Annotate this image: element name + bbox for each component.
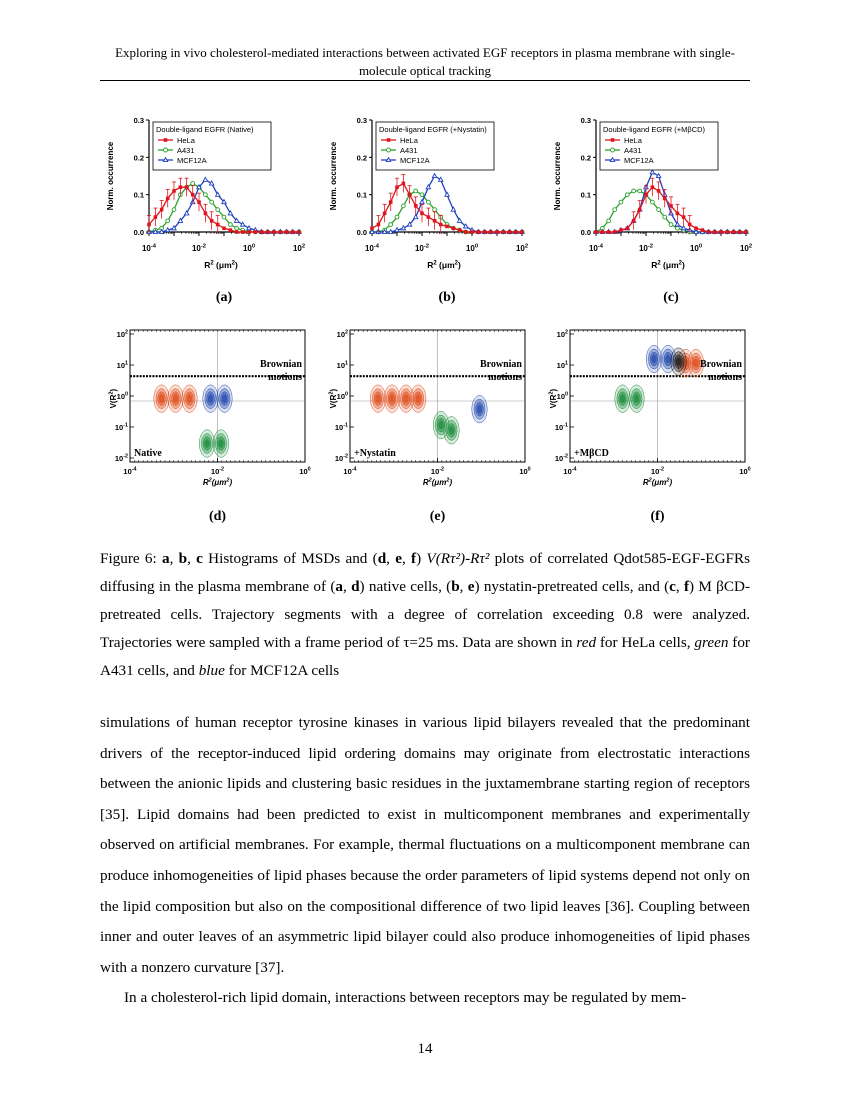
- hela-point: [285, 230, 289, 234]
- hela-point: [185, 185, 189, 189]
- contour-y-tick-label: $10^{-1}$: [334, 422, 348, 432]
- caption-text-1: Histograms of MSDs and (: [202, 550, 378, 567]
- contour-x-tick-label: $10^{-4}$: [563, 466, 577, 476]
- contour-level: [159, 395, 163, 403]
- hist-x-tick-label-1-3: $10^2$: [515, 243, 529, 253]
- hist-y-tick-label: 0.3: [133, 116, 144, 125]
- hela-point: [626, 226, 630, 230]
- brownian-label-2: motions: [708, 371, 742, 383]
- hela-point: [370, 226, 374, 230]
- legend-label-hela: HeLa: [177, 136, 195, 145]
- hist-x-tick-label-1-0: $10^{-4}$: [364, 243, 380, 253]
- figure-6: [100, 108, 753, 528]
- hela-point: [738, 230, 742, 234]
- caption-green: green: [694, 634, 729, 651]
- hist-y-tick-label: 0.2: [580, 153, 591, 163]
- a431-point: [613, 208, 617, 212]
- hela-point: [408, 193, 412, 197]
- a431-point: [191, 182, 195, 186]
- contour-level: [666, 355, 670, 363]
- contour-y-tick-label: $10^0$: [556, 391, 568, 401]
- caption-text-5: ) nystatin-pretreated cells, and (: [474, 578, 670, 595]
- contour-y-label: $V(R^2)$: [548, 388, 558, 409]
- contour-x-tick-label: $10^0$: [519, 466, 531, 476]
- caption-panel-b: b: [178, 550, 188, 567]
- a431-point: [395, 215, 399, 219]
- legend-label-hela: HeLa: [624, 136, 642, 145]
- hist-x-label: $R^2$ $(\mu m^2)$: [204, 260, 238, 270]
- mcf12a-point: [414, 215, 418, 219]
- a431-point: [663, 215, 667, 219]
- panel-label-b: (b): [438, 290, 456, 305]
- caption-panel-d-ref: d: [351, 578, 360, 595]
- contour-level: [187, 395, 191, 403]
- caption-panel-b-ref: b: [451, 578, 460, 595]
- legend-swatch-marker: [611, 148, 615, 152]
- contour-y-label: $V(R^2)$: [328, 388, 338, 409]
- hela-point: [694, 226, 698, 230]
- hela-point: [172, 189, 176, 193]
- contour-level: [652, 355, 656, 363]
- mcf12a-point: [159, 230, 163, 234]
- hela-point: [489, 230, 493, 234]
- contour-y-tick-label: $10^1$: [336, 360, 348, 370]
- hist-y-label: Norm. occurrence: [329, 141, 338, 211]
- hist-x-tick-label-0-0: $10^{-4}$: [141, 243, 157, 253]
- legend-swatch-marker: [164, 138, 168, 142]
- panel-label-d: (d): [208, 509, 227, 524]
- legend-label-mcf12a: MCF12A: [400, 156, 430, 165]
- contour-x-label: $R^2(\mu m^2)$: [642, 477, 673, 487]
- a431-point: [638, 189, 642, 193]
- a431-point: [401, 204, 405, 208]
- legend-swatch-marker: [387, 138, 391, 142]
- mcf12a-point: [445, 192, 449, 196]
- contour-level: [449, 426, 453, 434]
- hela-point: [676, 212, 680, 216]
- caption-panel-f-ref: f: [683, 578, 690, 595]
- hela-point: [477, 230, 481, 234]
- hela-point: [445, 225, 449, 229]
- hela-point: [395, 185, 399, 189]
- contour-y-tick-label: $10^2$: [116, 329, 128, 339]
- series-line-mcf12a: [149, 180, 299, 232]
- caption-lead: Figure 6:: [100, 550, 162, 567]
- hist-y-tick-label: 0.3: [356, 116, 367, 125]
- hela-point: [682, 215, 686, 219]
- a431-point: [389, 223, 393, 227]
- hela-point: [427, 215, 431, 219]
- hela-point: [210, 219, 214, 223]
- brownian-label-2: motions: [268, 371, 302, 383]
- hist-y-tick-label: 0.1: [356, 190, 367, 200]
- contour-y-tick-label: $10^0$: [336, 391, 348, 401]
- mcf12a-point: [432, 174, 436, 178]
- contour-level: [634, 395, 638, 403]
- hela-point: [197, 200, 201, 204]
- contour-x-tick-label: $10^{-4}$: [123, 466, 137, 476]
- caption-text-2: ): [416, 550, 427, 567]
- caption-panel-e: e: [395, 550, 402, 567]
- mcf12a-point: [694, 230, 698, 234]
- legend-label-a431: A431: [400, 146, 418, 155]
- hela-point: [191, 193, 195, 197]
- hist-x-tick-label-0-3: $10^2$: [292, 243, 306, 253]
- caption-panel-a-ref: a: [335, 578, 343, 595]
- hela-point: [713, 230, 717, 234]
- a431-point: [222, 215, 226, 219]
- caption-panel-d: d: [377, 550, 387, 567]
- caption-red: red: [576, 634, 597, 651]
- brownian-label-1: Brownian: [699, 358, 742, 370]
- contour-y-tick-label: $10^{-2}$: [114, 453, 128, 463]
- hela-point: [732, 230, 736, 234]
- hela-point: [726, 230, 730, 234]
- hela-point: [502, 230, 506, 234]
- contour-level: [376, 395, 380, 403]
- figure-caption: Figure 6: a, b, c Histograms of MSDs and (d, e, f) V(Rτ²)-Rτ² plots of correlated Qdot585-EGF-EGFRs diffusing in the plasma membrane of (a, d) native cells, (b, e) nystatin-pretreated cells, and (c, f) M βCD-pretreated cells. Trajectory segments with a degree of correlation exceeding 0.8 were analyzed. Trajectories were sampled with a frame period of τ=25 ms. Data are shown in red for HeLa cells, green for A431 cells, and blue for MCF12A cells: [100, 550, 751, 679]
- hela-point: [241, 230, 245, 234]
- body-text: [100, 708, 750, 1014]
- contour-level: [222, 395, 226, 403]
- caption-panel-c: c: [196, 550, 203, 567]
- contour-x-tick-label: $10^0$: [299, 466, 311, 476]
- contour-level: [477, 405, 481, 413]
- a431-point: [657, 208, 661, 212]
- hela-point: [389, 200, 393, 204]
- contour-y-tick-label: $10^1$: [116, 360, 128, 370]
- hela-point: [495, 230, 499, 234]
- mcf12a-point: [203, 177, 207, 181]
- caption-blue: blue: [198, 662, 225, 679]
- legend-swatch-marker: [387, 148, 391, 152]
- hela-point: [222, 226, 226, 230]
- caption-text-4: ) native cells, (: [359, 578, 452, 595]
- contour-y-tick-label: $10^{-1}$: [554, 422, 568, 432]
- hela-point: [619, 228, 623, 232]
- a431-point: [433, 208, 437, 212]
- contour-x-label: $R^2(\mu m^2)$: [422, 477, 453, 487]
- panel-label-f: (f): [650, 509, 665, 524]
- contour-level: [404, 395, 408, 403]
- contour-y-tick-label: $10^{-2}$: [334, 453, 348, 463]
- hela-point: [254, 230, 258, 234]
- contour-y-tick-label: $10^{-1}$: [114, 422, 128, 432]
- header-rule: [100, 80, 750, 81]
- hela-point: [483, 230, 487, 234]
- hela-point: [260, 230, 264, 234]
- condition-label: Native: [134, 448, 162, 459]
- hela-point: [439, 223, 443, 227]
- hela-point: [179, 185, 183, 189]
- hela-point: [272, 230, 276, 234]
- hela-point: [420, 212, 424, 216]
- a431-point: [203, 193, 207, 197]
- hela-point: [402, 182, 406, 186]
- mcf12a-point: [401, 226, 405, 230]
- contour-x-tick-label: $10^{-2}$: [650, 466, 665, 476]
- contour-level: [173, 395, 177, 403]
- contour-level: [620, 395, 624, 403]
- a431-point: [420, 193, 424, 197]
- figure-6-panels: [100, 108, 753, 528]
- hist-y-label: Norm. occurrence: [553, 141, 562, 211]
- brownian-label-2: motions: [488, 371, 522, 383]
- hela-point: [701, 228, 705, 232]
- hist-y-tick-label: 0.1: [133, 190, 144, 200]
- hist-x-tick-label-2-3: $10^2$: [739, 243, 753, 253]
- mcf12a-point: [247, 226, 251, 230]
- hela-point: [638, 208, 642, 212]
- mcf12a-point: [451, 207, 455, 211]
- mcf12a-point: [681, 226, 685, 230]
- a431-point: [625, 193, 629, 197]
- condition-label: +Nystatin: [354, 448, 396, 459]
- a431-point: [228, 223, 232, 227]
- hist-x-label: $R^2$ $(\mu m^2)$: [651, 260, 685, 270]
- hela-point: [669, 204, 673, 208]
- contour-y-tick-label: $10^2$: [336, 329, 348, 339]
- a431-point: [619, 200, 623, 204]
- hela-point: [266, 230, 270, 234]
- contour-y-tick-label: $10^2$: [556, 329, 568, 339]
- a431-point: [632, 189, 636, 193]
- hela-point: [414, 204, 418, 208]
- hist-y-tick-label: 0.1: [580, 190, 591, 200]
- hela-point: [235, 230, 239, 234]
- hela-point: [657, 189, 661, 193]
- hela-point: [663, 197, 667, 201]
- hist-x-tick-label-0-1: $10^{-2}$: [191, 243, 207, 253]
- mcf12a-point: [420, 200, 424, 204]
- hela-point: [508, 230, 512, 234]
- hela-point: [216, 223, 220, 227]
- contour-x-label: $R^2(\mu m^2)$: [202, 477, 233, 487]
- contour-y-tick-label: $10^0$: [116, 391, 128, 401]
- caption-panel-a: a: [161, 550, 170, 567]
- brownian-label-1: Brownian: [479, 358, 522, 370]
- contour-y-tick-label: $10^1$: [556, 360, 568, 370]
- hela-point: [520, 230, 524, 234]
- hela-point: [514, 230, 518, 234]
- hist-legend-title: Double-ligand EGFR (+Nystatin): [379, 125, 487, 134]
- hela-point: [383, 212, 387, 216]
- hist-y-tick-label: 0.2: [133, 153, 144, 163]
- hist-x-tick-label-2-1: $10^{-2}$: [638, 243, 654, 253]
- contour-x-tick-label: $10^{-2}$: [430, 466, 445, 476]
- hela-point: [154, 215, 158, 219]
- hist-y-tick-label: 0.0: [133, 228, 144, 237]
- mcf12a-point: [166, 228, 170, 232]
- a431-point: [166, 219, 170, 223]
- caption-text-7: for HeLa cells,: [596, 634, 695, 651]
- contour-level: [416, 395, 420, 403]
- hela-point: [297, 230, 301, 234]
- brownian-label-1: Brownian: [259, 358, 302, 370]
- hela-point: [613, 230, 617, 234]
- hist-x-tick-label-2-0: $10^{-4}$: [588, 243, 604, 253]
- legend-swatch-marker: [164, 148, 168, 152]
- hist-y-tick-label: 0.0: [580, 228, 591, 237]
- caption-text-3: plots of correlated Qdot585-EGF-EGFRs diffusing in the plasma membrane of (: [100, 550, 751, 595]
- hela-point: [458, 228, 462, 232]
- mcf12a-point: [656, 174, 660, 178]
- hela-point: [594, 230, 598, 234]
- a431-point: [607, 219, 611, 223]
- legend-swatch-marker: [611, 138, 615, 142]
- a431-point: [235, 226, 239, 230]
- caption-panel-f: f: [411, 550, 417, 567]
- hela-point: [464, 230, 468, 234]
- contour-level: [205, 440, 209, 448]
- contour-y-tick-label: $10^{-2}$: [554, 453, 568, 463]
- a431-point: [675, 226, 679, 230]
- caption-text-6: ) M βCD-pretreated cells. Trajectory segments with a degree of correlation exceeding 0.8 were analyzed. Trajectories were sampled with a frame period of τ=25 ms. Data are shown in: [100, 578, 751, 651]
- hela-point: [707, 230, 711, 234]
- a431-point: [216, 208, 220, 212]
- hist-x-tick-label-1-1: $10^{-2}$: [414, 243, 430, 253]
- legend-label-a431: A431: [624, 146, 642, 155]
- hela-point: [651, 185, 655, 189]
- panel-label-e: (e): [429, 509, 446, 524]
- hist-y-tick-label: 0.3: [580, 116, 591, 125]
- caption-formula: V(Rτ²)-Rτ²: [426, 550, 490, 567]
- legend-label-mcf12a: MCF12A: [177, 156, 207, 165]
- hela-point: [291, 230, 295, 234]
- paragraph-2: In a cholesterol-rich lipid domain, interactions between receptors may be regulated by mem-: [124, 989, 687, 1007]
- contour-x-tick-label: $10^{-4}$: [343, 466, 357, 476]
- mcf12a-point: [209, 181, 213, 185]
- panel-label-a: (a): [215, 290, 233, 305]
- hela-point: [166, 197, 170, 201]
- contour-level: [676, 358, 680, 366]
- a431-point: [669, 223, 673, 227]
- mcf12a-point: [395, 228, 399, 232]
- caption-panel-c-ref: c: [669, 578, 676, 595]
- series-line-hela: [149, 187, 299, 232]
- hela-point: [204, 212, 208, 216]
- contour-y-label: $V(R^2)$: [108, 388, 118, 409]
- legend-label-hela: HeLa: [400, 136, 418, 145]
- hela-point: [744, 230, 748, 234]
- mcf12a-point: [370, 230, 374, 234]
- a431-point: [650, 200, 654, 204]
- caption-text-9: for MCF12A cells: [224, 662, 340, 679]
- hist-legend-title: Double-ligand EGFR (Native): [156, 125, 254, 134]
- series-line-a431: [149, 184, 299, 233]
- contour-level: [390, 395, 394, 403]
- paragraph-1: simulations of human receptor tyrosine kinases in various lipid bilayers revealed that the predominant drivers of the receptor-induced lipid ordering domains may originate from electrostatic interactions between the anionic lipids and clustering basic residues in the juxtamembrane starting region of receptors [35]. Lipid domains had been predicted to exist in multicomponent membranes and experimentally observed on artificial membranes. For example, thermal fluctuations on a multicomponent membrane can produce inhomogeneities of lipid phases because the order parameters of lipid systems depend not only on the lipid composition but also on the compositional difference of two lipid leaves [36]. Coupling between inner and outer leaves of an asymmetric lipid bilayer could also produce inhomogeneities of lipid phases with a nonzero curvature [37].: [100, 714, 750, 976]
- hela-point: [229, 228, 233, 232]
- hela-point: [147, 223, 151, 227]
- page-number: 14: [417, 1041, 433, 1057]
- hela-point: [247, 230, 251, 234]
- mcf12a-point: [241, 222, 245, 226]
- contour-level: [439, 421, 443, 429]
- hela-point: [377, 223, 381, 227]
- caption-text-8: for A431 cells, and: [100, 634, 750, 679]
- a431-point: [172, 208, 176, 212]
- mcf12a-point: [650, 170, 654, 174]
- hela-point: [607, 230, 611, 234]
- contour-x-tick-label: $10^0$: [739, 466, 751, 476]
- contour-level: [219, 440, 223, 448]
- legend-label-mcf12a: MCF12A: [624, 156, 654, 165]
- panel-label-c: (c): [663, 290, 679, 305]
- hela-point: [601, 230, 605, 234]
- a431-point: [210, 200, 214, 204]
- hist-y-tick-label: 0.0: [356, 228, 367, 237]
- hela-point: [719, 230, 723, 234]
- hist-x-label: $R^2$ $(\mu m^2)$: [427, 260, 461, 270]
- contour-x-tick-label: $10^{-2}$: [210, 466, 225, 476]
- hela-point: [452, 226, 456, 230]
- hist-y-label: Norm. occurrence: [106, 141, 115, 211]
- hist-y-tick-label: 0.2: [356, 153, 367, 163]
- hela-point: [688, 223, 692, 227]
- contour-level: [208, 395, 212, 403]
- hela-point: [433, 219, 437, 223]
- legend-label-a431: A431: [177, 146, 195, 155]
- a431-point: [426, 200, 430, 204]
- condition-label: +MβCD: [574, 448, 609, 459]
- hela-point: [632, 219, 636, 223]
- contour-level: [694, 359, 698, 367]
- hela-point: [470, 230, 474, 234]
- mcf12a-point: [389, 230, 393, 234]
- mcf12a-point: [439, 177, 443, 181]
- hela-point: [160, 208, 164, 212]
- a431-point: [414, 189, 418, 193]
- hist-legend-title: Double-ligand EGFR (+MβCD): [603, 125, 706, 134]
- hist-x-tick-label-1-2: $10^0$: [465, 243, 479, 253]
- caption-panel-e-ref: e: [467, 578, 475, 595]
- running-header: Exploring in vivo cholesterol-mediated interactions between activated EGF receptors in plasma membrane with single-molecule optical tracking: [115, 45, 735, 78]
- hela-point: [279, 230, 283, 234]
- hela-point: [644, 193, 648, 197]
- hist-x-tick-label-2-2: $10^0$: [689, 243, 703, 253]
- hist-x-tick-label-0-2: $10^0$: [242, 243, 256, 253]
